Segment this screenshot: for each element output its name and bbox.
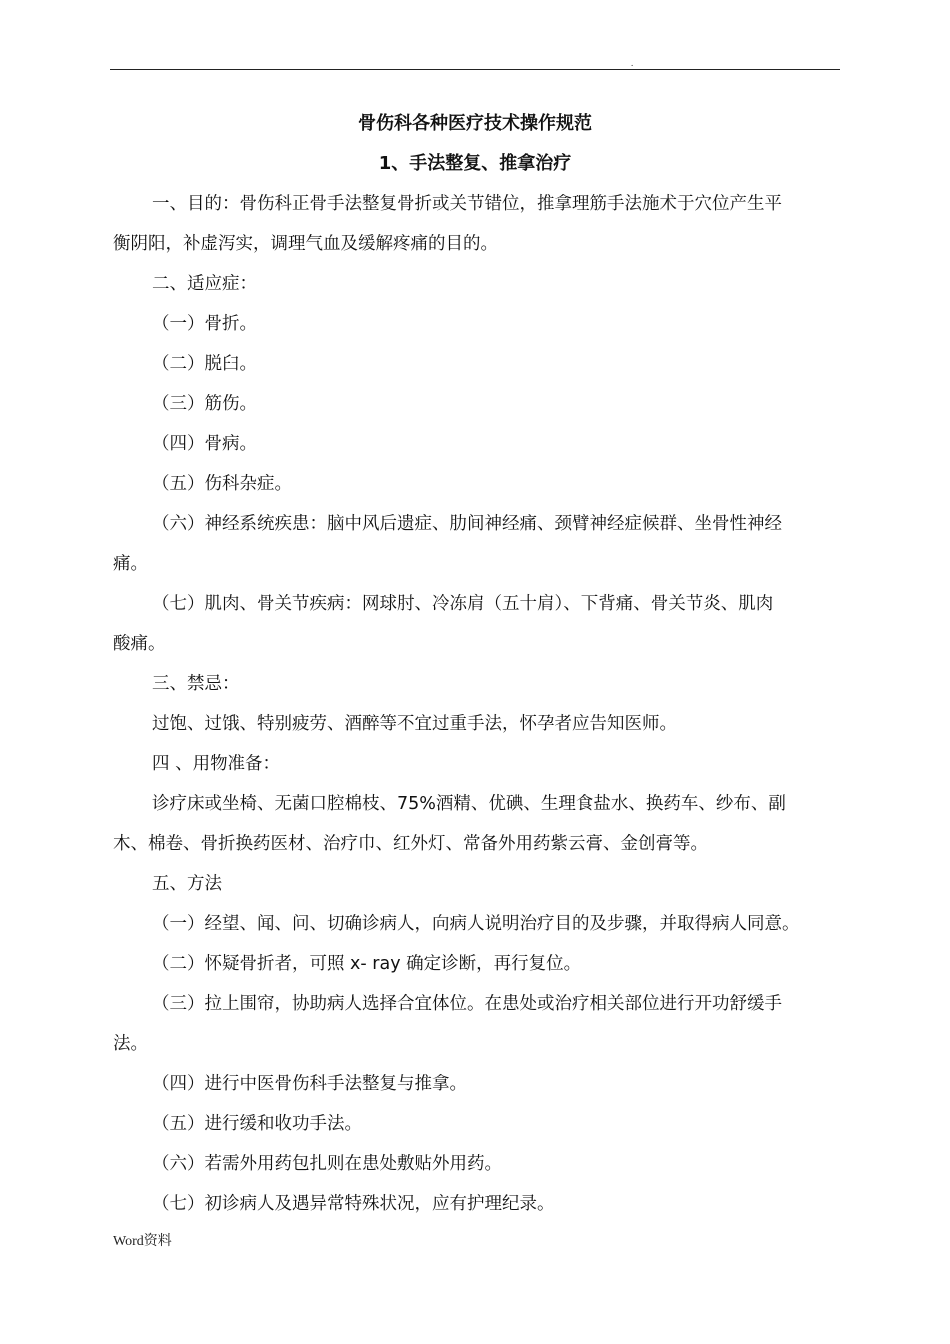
indication-item-2: （二）脱臼。	[152, 354, 257, 374]
method-step-7: （七）初诊病人及遇异常特殊状况，应有护理纪录。	[152, 1194, 555, 1214]
document-title: 骨伤科各种医疗技术操作规范	[358, 113, 592, 134]
header-rule	[110, 69, 840, 70]
indication-item-3: （三）筋伤。	[152, 394, 257, 414]
contraindications-text: 过饱、过饿、特别疲劳、酒醉等不宜过重手法，怀孕者应告知医师。	[152, 714, 677, 734]
indication-item-6: （六）神经系统疾患：脑中风后遗症、肋间神经痛、颈臂神经症候群、坐骨性神经	[152, 514, 782, 534]
section-title: 1、手法整复、推拿治疗	[378, 153, 572, 174]
method-step-1: （一）经望、闻、问、切确诊病人，向病人说明治疗目的及步骤，并取得病人同意。	[152, 914, 800, 934]
method-step-3: （三）拉上围帘，协助病人选择合宜体位。在患处或治疗相关部位进行开功舒缓手	[152, 994, 782, 1014]
supplies-text-2: 木、棉卷、骨折换药医材、治疗巾、红外灯、常备外用药紫云膏、金创膏等。	[113, 834, 708, 854]
method-step-6: （六）若需外用药包扎则在患处敷贴外用药。	[152, 1154, 502, 1174]
indication-item-7: （七）肌肉、骨关节疾病：网球肘、冷冻肩（五十肩）、下背痛、骨关节炎、肌肉	[152, 594, 774, 614]
indication-item-7-cont: 酸痛。	[113, 634, 166, 654]
purpose-line-2: 衡阴阳，补虚泻实，调理气血及缓解疼痛的目的。	[113, 234, 498, 254]
method-step-2: （二）怀疑骨折者，可照 x- ray 确定诊断，再行复位。	[152, 954, 582, 974]
indication-item-6-cont: 痛。	[113, 554, 148, 574]
methods-heading: 五、方法	[152, 874, 222, 894]
supplies-text-1: 诊疗床或坐椅、无菌口腔棉枝、75%酒精、优碘、生理食盐水、换药车、纱布、副	[152, 794, 786, 814]
method-step-5: （五）进行缓和收功手法。	[152, 1114, 362, 1134]
indication-item-1: （一）骨折。	[152, 314, 257, 334]
method-step-3-cont: 法。	[113, 1034, 148, 1054]
indication-item-4: （四）骨病。	[152, 434, 257, 454]
purpose-line-1: 一、目的：骨伤科正骨手法整复骨折或关节错位，推拿理筋手法施术于穴位产生平	[152, 194, 782, 214]
indications-heading: 二、适应症：	[152, 274, 257, 294]
header-mark: .	[631, 58, 634, 68]
contraindications-heading: 三、禁忌：	[152, 674, 240, 694]
supplies-heading: 四 、用物准备：	[152, 754, 281, 774]
indication-item-5: （五）伤科杂症。	[152, 474, 292, 494]
page-footer: Word资料	[113, 1234, 172, 1249]
method-step-4: （四）进行中医骨伤科手法整复与推拿。	[152, 1074, 467, 1094]
